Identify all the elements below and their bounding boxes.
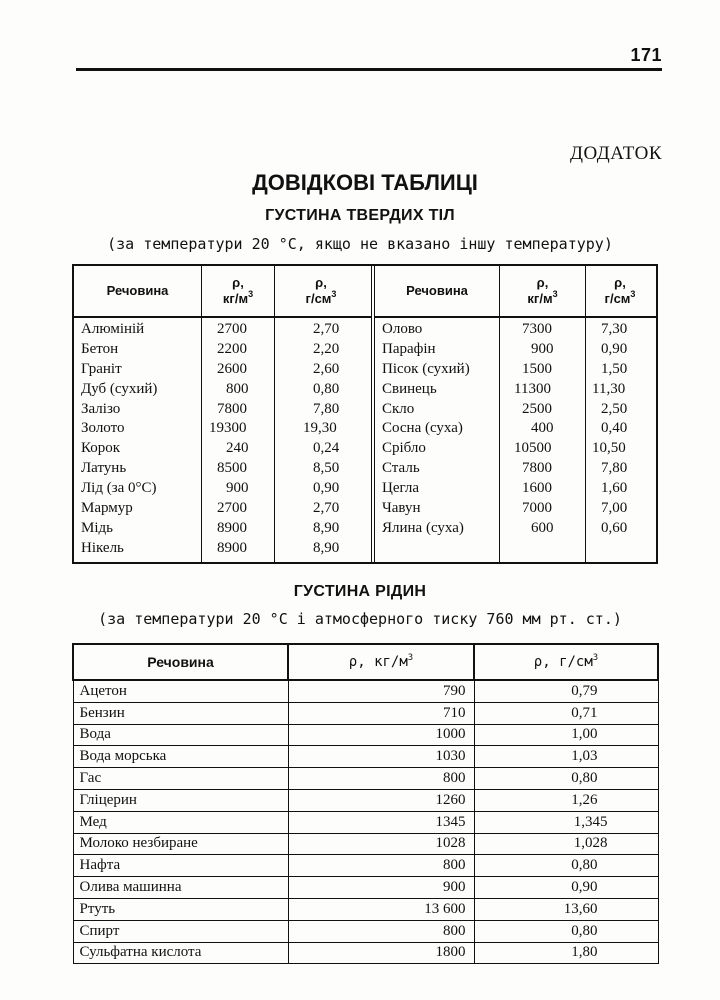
header-substance: Речовина <box>106 283 169 298</box>
table-row: Олово 7300 7,30 <box>382 321 628 337</box>
liquids-header-row <box>73 644 658 680</box>
page-number: 171 <box>630 45 662 65</box>
table-row: Пісок (сухий) 1500 1,50 <box>382 360 628 377</box>
table-row: Залізо 7800 7,80 <box>81 400 340 417</box>
page-title: ДОВІДКОВІ ТАБЛИЦІ <box>252 170 478 195</box>
header-rho-kg: ρ, $кг/м^3$ <box>288 644 474 680</box>
solids-left-rows <box>74 321 371 560</box>
solids-table-left-half <box>74 266 375 562</box>
appendix-label: ДОДАТОК <box>570 143 662 164</box>
table-row: Дуб (сухий) 800 0,80 <box>81 380 340 397</box>
table-row: Лід (за 0°С) 900 0,90 <box>81 480 340 497</box>
table-row: Гліцерин 1260 1,26 <box>73 789 658 811</box>
table-row: Срібло 10500 10,50 <box>382 440 626 457</box>
table-row: Сталь 7800 7,80 <box>382 460 628 477</box>
solids-table-right-half <box>375 266 656 562</box>
solids-note: (за температури 20 °С, якщо не вказано іншу температуру) <box>107 235 613 253</box>
table-row: Скло 2500 2,50 <box>382 400 628 417</box>
table-row: Парафін 900 0,90 <box>382 340 628 357</box>
header-rho-g: ρ, $г/см^3$ <box>604 275 636 306</box>
table-row: Латунь 8500 8,50 <box>81 460 340 477</box>
table-row: Нафта 800 0,80 <box>73 855 658 877</box>
table-row: Чавун 7000 7,00 <box>382 500 628 517</box>
table-row: Ртуть 13 600 13,60 <box>73 898 658 920</box>
table-row: Гас 800 0,80 <box>73 768 658 790</box>
header-rho-g: ρ, $г/см^3$ <box>474 644 658 680</box>
header-rho-kg: ρ, $кг/м^3$ <box>527 275 558 306</box>
header-substance: Речовина <box>73 644 288 680</box>
table-row: Мед 1345 1,345 <box>73 811 658 833</box>
table-row: Цегла 1600 1,60 <box>382 480 628 497</box>
table-row: Граніт 2600 2,60 <box>81 360 340 377</box>
solids-right-header <box>375 266 656 318</box>
table-row: Олива машинна 900 0,90 <box>73 877 658 899</box>
table-row: Бензин 710 0,71 <box>73 702 658 724</box>
header-rule <box>76 68 662 71</box>
table-row: Ялина (суха) 600 0,60 <box>382 519 628 536</box>
table-row: Сосна (суха) 400 0,40 <box>382 420 628 437</box>
liquids-title: ГУСТИНА РІДИН <box>293 583 427 600</box>
table-row: Золото 19300 19,30 <box>81 420 337 437</box>
liquids-density-table <box>72 643 659 964</box>
table-row: Бетон 2200 2,20 <box>81 340 340 357</box>
table-row: Корок 240 0,24 <box>81 440 340 457</box>
solids-title: ГУСТИНА ТВЕРДИХ ТІЛ <box>265 207 455 224</box>
table-row: Ацетон 790 0,79 <box>73 680 658 702</box>
table-row: Вода 1000 1,00 <box>73 724 658 746</box>
header-rho-g: ρ, $г/см^3$ <box>305 275 337 306</box>
solids-left-header <box>74 266 371 318</box>
header-rho-kg: ρ, $кг/м^3$ <box>222 275 254 306</box>
table-row: Алюміній 2700 2,70 <box>81 321 340 337</box>
table-row: Молоко незбиране 1028 1,028 <box>73 833 658 855</box>
table-row: Мармур 2700 2,70 <box>81 500 340 517</box>
solids-right-rows <box>375 321 656 540</box>
table-row: Сульфатна кислота 1800 1,80 <box>73 942 658 964</box>
table-row: Вода морська 1030 1,03 <box>73 746 658 768</box>
table-row: Мідь 8900 8,90 <box>81 519 340 536</box>
header-substance: Речовина <box>406 283 468 298</box>
solids-density-table <box>72 264 658 564</box>
table-row: Нікель 8900 8,90 <box>81 539 340 556</box>
table-row: Свинець 11300 11,30 <box>382 380 626 397</box>
table-row: Спирт 800 0,80 <box>73 920 658 942</box>
liquids-note: (за температури 20 °С і атмосферного тиску 760 мм рт. ст.) <box>98 610 622 628</box>
